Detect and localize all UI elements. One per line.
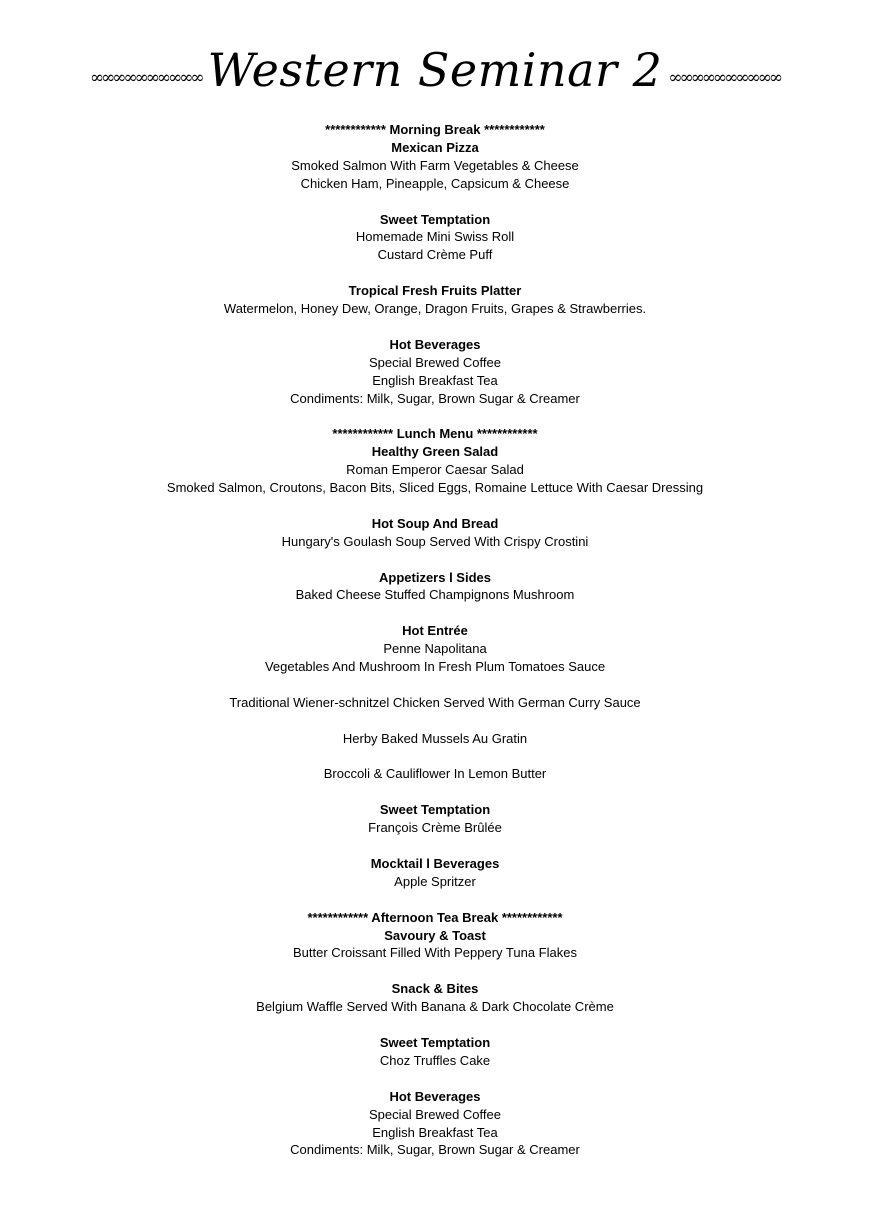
menu-item: François Crème Brûlée [368, 820, 502, 836]
afternoon-tea-banner: ************ Afternoon Tea Break ************ [307, 909, 563, 925]
menu-item: Chicken Ham, Pineapple, Capsicum & Cheese [300, 175, 570, 191]
menu-item: Smoked Salmon, Croutons, Bacon Bits, Sliced Eggs, Romaine Lettuce With Caesar Dressing [166, 480, 704, 496]
section-heading: Snack & Bites [391, 981, 479, 997]
section-heading: Healthy Green Salad [371, 444, 499, 460]
menu-item: Smoked Salmon With Farm Vegetables & Cheese [291, 157, 579, 173]
menu-item: English Breakfast Tea [372, 1124, 498, 1140]
menu-item: Choz Truffles Cake [379, 1052, 491, 1068]
menu-item: Penne Napolitana [383, 641, 487, 657]
title-ornament-right: ∞∞∞∞∞∞∞∞∞∞ [668, 68, 781, 88]
section-heading: Savoury & Toast [384, 927, 486, 943]
section-heading: Mexican Pizza [391, 139, 479, 155]
menu-item: English Breakfast Tea [372, 372, 498, 388]
section-heading: Hot Soup And Bread [371, 515, 499, 531]
menu-item: Special Brewed Coffee [368, 1106, 501, 1122]
lunch-menu-banner: ************ Lunch Menu ************ [332, 426, 538, 442]
menu-item: Condiments: Milk, Sugar, Brown Sugar & Creamer [290, 1142, 580, 1158]
menu-item: Homemade Mini Swiss Roll [355, 229, 515, 245]
morning-break-banner: ************ Morning Break ************ [325, 122, 545, 137]
menu-item: Custard Crème Puff [377, 247, 493, 263]
menu-item: Broccoli & Cauliflower In Lemon Butter [323, 766, 547, 782]
section-heading: Hot Beverages [389, 1088, 481, 1104]
section-heading: Tropical Fresh Fruits Platter [348, 283, 522, 299]
menu-title [0, 40, 870, 100]
section-heading: Sweet Temptation [379, 1034, 491, 1050]
menu-item: Condiments: Milk, Sugar, Brown Sugar & Creamer [290, 390, 580, 406]
section-heading: Mocktail l Beverages [370, 855, 500, 871]
menu-item: Hungary's Goulash Soup Served With Crispy Crostini [281, 533, 589, 549]
menu-item: Watermelon, Honey Dew, Orange, Dragon Fruits, Grapes & Strawberries. [223, 301, 647, 317]
page-title: Western Seminar 2 [207, 43, 663, 97]
title-ornament-left: ∞∞∞∞∞∞∞∞∞∞ [89, 68, 202, 88]
menu-item: Traditional Wiener-schnitzel Chicken Served With German Curry Sauce [229, 694, 641, 710]
menu-item: Vegetables And Mushroom In Fresh Plum Tomatoes Sauce [264, 659, 606, 675]
menu-item: Butter Croissant Filled With Peppery Tuna Flakes [293, 945, 577, 961]
menu-item: Belgium Waffle Served With Banana & Dark Chocolate Crème [256, 999, 614, 1015]
menu-item: Herby Baked Mussels Au Gratin [342, 730, 528, 746]
section-heading: Sweet Temptation [379, 211, 491, 227]
menu-item: Baked Cheese Stuffed Champignons Mushroom [295, 587, 575, 603]
section-heading: Hot Beverages [389, 336, 481, 352]
section-heading: Sweet Temptation [379, 802, 491, 818]
menu-body [0, 121, 870, 1159]
section-heading: Appetizers l Sides [379, 569, 491, 585]
menu-item: Roman Emperor Caesar Salad [346, 462, 524, 478]
menu-item: Apple Spritzer [394, 873, 476, 889]
menu-item: Special Brewed Coffee [368, 354, 501, 370]
section-heading: Hot Entrée [402, 623, 468, 639]
